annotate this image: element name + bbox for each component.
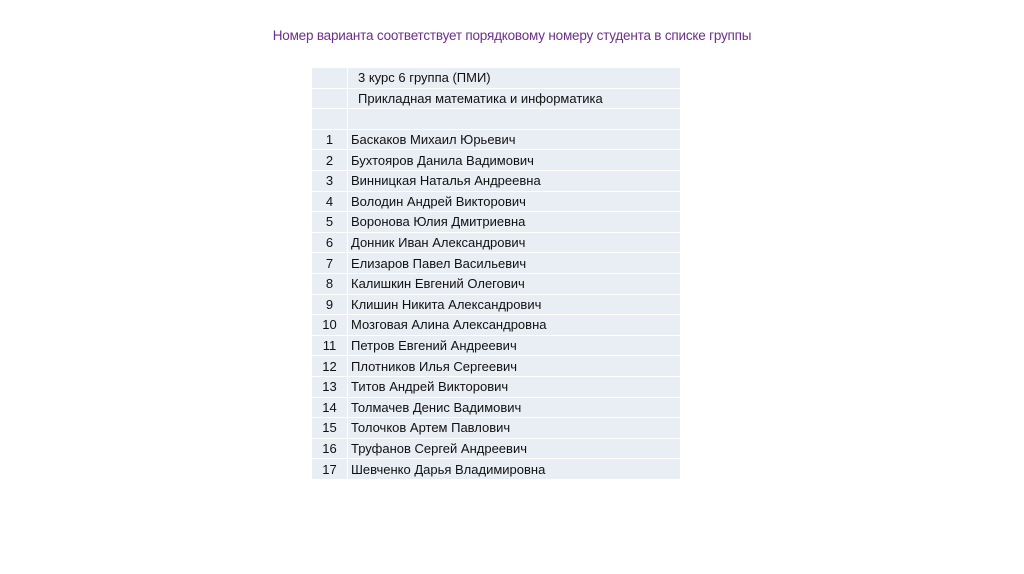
- student-name: Винницкая Наталья Андреевна: [348, 170, 681, 191]
- program-label: Прикладная математика и информатика: [348, 88, 681, 109]
- table-row: [312, 315, 680, 336]
- student-name: Донник Иван Александрович: [348, 232, 681, 253]
- student-number: 4: [312, 191, 348, 212]
- student-number: 13: [312, 376, 348, 397]
- student-number: 17: [312, 459, 348, 480]
- header-number-cell: [312, 68, 348, 88]
- student-number: 7: [312, 253, 348, 274]
- student-list-table: [312, 68, 680, 480]
- slide-title: Номер варианта соответствует порядковому номеру студента в списке группы: [272, 28, 752, 43]
- student-name: Воронова Юлия Дмитриевна: [348, 212, 681, 233]
- student-number: 15: [312, 418, 348, 439]
- empty-cell: [348, 109, 681, 130]
- table-row: [312, 170, 680, 191]
- student-number: 12: [312, 356, 348, 377]
- table-header-row: [312, 88, 680, 109]
- table-row: [312, 397, 680, 418]
- table-row: [312, 376, 680, 397]
- table-row: [312, 356, 680, 377]
- student-name: Баскаков Михаил Юрьевич: [348, 129, 681, 150]
- student-number: 11: [312, 335, 348, 356]
- student-number: 1: [312, 129, 348, 150]
- table-row: [312, 232, 680, 253]
- student-name: Мозговая Алина Александровна: [348, 315, 681, 336]
- table-row: [312, 191, 680, 212]
- student-number: 16: [312, 438, 348, 459]
- student-number: 14: [312, 397, 348, 418]
- student-name: Титов Андрей Викторович: [348, 376, 681, 397]
- student-name: Калишкин Евгений Олегович: [348, 273, 681, 294]
- table-row: [312, 418, 680, 439]
- student-name: Петров Евгений Андреевич: [348, 335, 681, 356]
- table-row: [312, 438, 680, 459]
- header-number-cell: [312, 88, 348, 109]
- table-row: [312, 212, 680, 233]
- table-row: [312, 335, 680, 356]
- student-name: Клишин Никита Александрович: [348, 294, 681, 315]
- student-number: 3: [312, 170, 348, 191]
- student-name: Шевченко Дарья Владимировна: [348, 459, 681, 480]
- header-number-cell: [312, 109, 348, 130]
- table-row: [312, 459, 680, 480]
- student-number: 9: [312, 294, 348, 315]
- student-name: Труфанов Сергей Андреевич: [348, 438, 681, 459]
- student-name: Бухтояров Данила Вадимович: [348, 150, 681, 171]
- table-empty-row: [312, 109, 680, 130]
- student-number: 8: [312, 273, 348, 294]
- student-name: Плотников Илья Сергеевич: [348, 356, 681, 377]
- table-row: [312, 294, 680, 315]
- student-name: Елизаров Павел Васильевич: [348, 253, 681, 274]
- student-number: 5: [312, 212, 348, 233]
- student-number: 6: [312, 232, 348, 253]
- table-header-row: [312, 68, 680, 88]
- course-group-label: 3 курс 6 группа (ПМИ): [348, 68, 681, 88]
- table-row: [312, 273, 680, 294]
- student-number: 10: [312, 315, 348, 336]
- student-name: Толмачев Денис Вадимович: [348, 397, 681, 418]
- table-row: [312, 253, 680, 274]
- table-row: [312, 150, 680, 171]
- table-row: [312, 129, 680, 150]
- student-name: Володин Андрей Викторович: [348, 191, 681, 212]
- student-number: 2: [312, 150, 348, 171]
- student-name: Толочков Артем Павлович: [348, 418, 681, 439]
